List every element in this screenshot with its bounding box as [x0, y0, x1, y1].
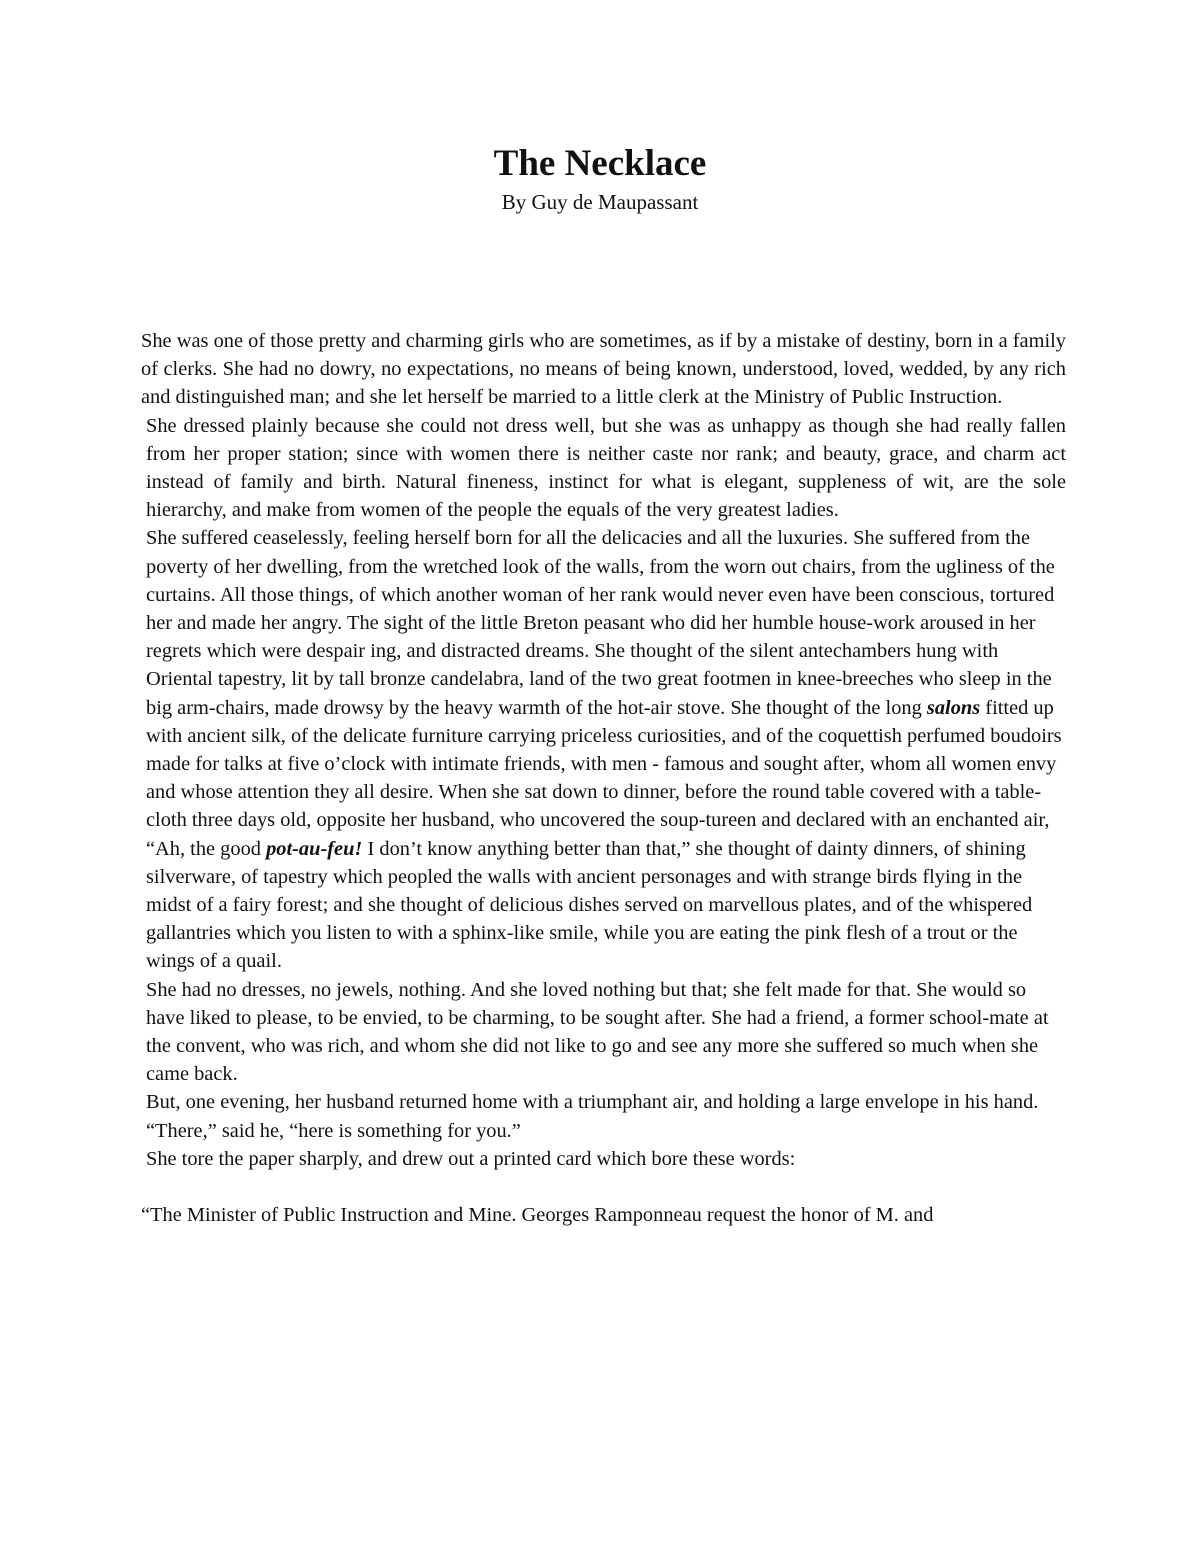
paragraph-7: She tore the paper sharply, and drew out a printed card which bore these words: — [146, 1147, 796, 1170]
paragraph-5: But, one evening, her husband returned home with a triumphant air, and holding a large envelope in his hand. — [146, 1091, 1039, 1114]
paragraph-spacer — [141, 1173, 1066, 1201]
paragraph-1: She was one of those pretty and charming girls who are sometimes, as if by a mistake of destiny, born in a family of clerks. She had no dowry, no expectations, no means of being known, understood, loved, wedded, by any rich and distinguished man; and she let herself be married to a little clerk at the Ministry of Public Instruction. — [141, 330, 1066, 409]
paragraph-8: “The Minister of Public Instruction and Mine. Georges Ramponneau request the honor of M. and — [141, 1204, 934, 1227]
paragraph-3-part-c: I don’t know anything better than that,” she thought of dainty dinners, of shining silverware, of tapestry which peopled the walls with ancient personages and with strange birds flying in the midst of a fairy forest; and she thought of delicious dishes served on marvellous plates, and of the whispered gallantries which you listen to with a sphinx-like smile, while you are eating the pink flesh of a trout or the wings of a quail. — [146, 837, 1033, 973]
italic-word-salons: salons — [926, 696, 981, 719]
paragraph-3 — [141, 524, 1066, 975]
document-byline: By Guy de Maupassant — [501, 190, 699, 214]
italic-word-pot-au-feu: pot-au-feu! — [266, 837, 363, 860]
paragraph-2: She dressed plainly because she could not dress well, but she was as unhappy as though she had really fallen from her proper station; since with women there is neither caste nor rank; and beauty, grace, and charm act instead of family and birth. Natural fineness, instinct for what is elegant, suppleness of wit, are the sole hierarchy, and make from women of the people the equals of the very greatest ladies. — [146, 414, 1066, 522]
paragraph-6: “There,” said he, “here is something for you.” — [146, 1119, 521, 1142]
document-body — [141, 327, 1066, 1229]
paragraph-4: She had no dresses, no jewels, nothing. And she loved nothing but that; she felt made for that. She would so have liked to please, to be envied, to be charming, to be sought after. She had a friend, a former school-mate at the convent, who was rich, and whom she did not like to go and see any more she suffered so much when she came back. — [146, 978, 1049, 1086]
paragraph-3-part-a: She suffered ceaselessly, feeling herself born for all the delicacies and all the luxuries. She suffered from the poverty of her dwelling, from the wretched look of the walls, from the worn out chairs, from the ugliness of the curtains. All those things, of which another woman of her rank would never even have been conscious, tortured her and made her angry. The sight of the little Breton peasant who did her humble house-work aroused in her regrets which were despair ing, and distracted dreams. She thought of the silent antechambers hung with Oriental tapestry, lit by tall bronze candelabra, land of the two great footmen in knee-breeches who sleep in the big arm-chairs, made drowsy by the heavy warmth of the hot-air stove. She thought of the long — [146, 527, 1055, 719]
document-title: The Necklace — [493, 143, 707, 184]
paragraph-3-part-b: fitted up with ancient silk, of the delicate furniture carrying priceless curiosities, and of the coquettish perfumed boudoirs made for talks at five o’clock with intimate friends, with men - famous and sought after, whom all women envy and whose attention they all desire. When she sat down to dinner, before the round table covered with a table-cloth three days old, opposite her husband, who uncovered the soup-tureen and declared with an enchanted air, “Ah, the good — [146, 696, 1062, 860]
